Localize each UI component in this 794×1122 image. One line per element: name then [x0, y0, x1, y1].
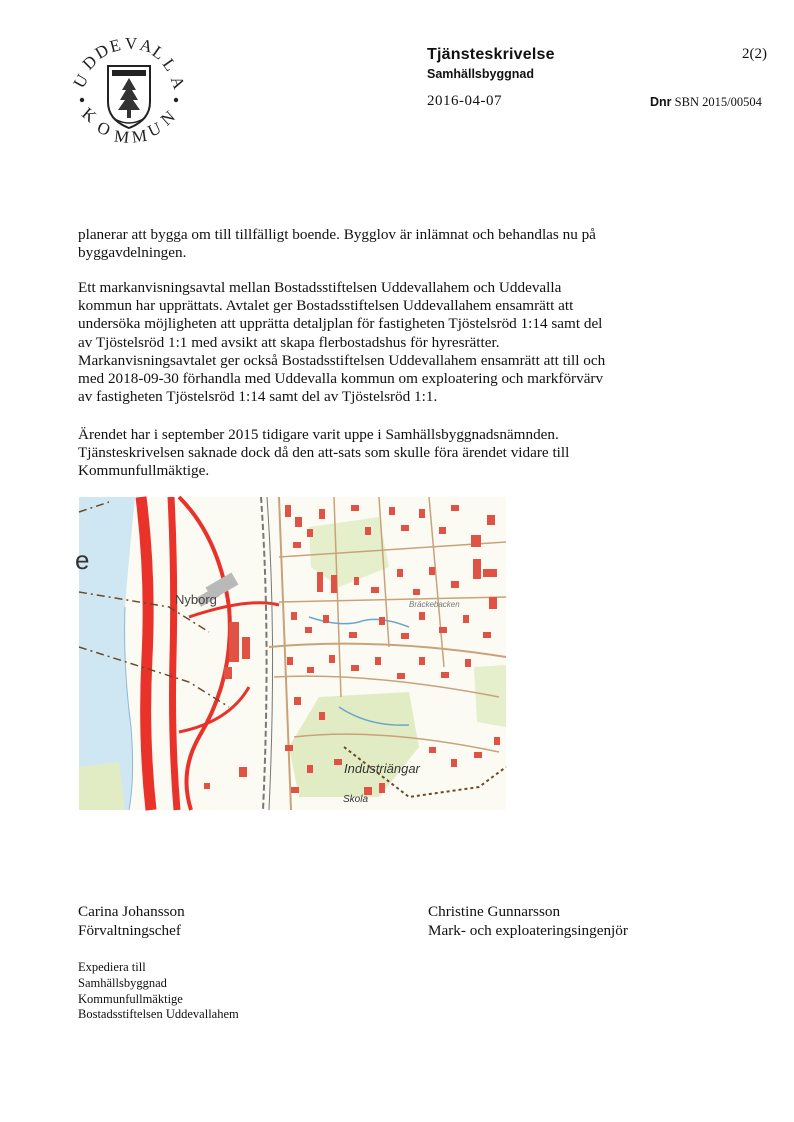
signature-right [428, 902, 628, 940]
paragraph-3-line: Tjänsteskrivelsen saknade dock då den att-sats som skulle föra ärendet vidare till [78, 444, 570, 462]
svg-text:K: K [78, 103, 100, 127]
map-label-fragment: e [75, 545, 90, 575]
paragraph-1-line: byggavdelningen. [78, 244, 187, 262]
paragraph-2-line: Ett markanvisningsavtal mellan Bostadsstiftelsen Uddevallahem och Uddevalla [78, 279, 562, 296]
svg-text:N: N [156, 106, 179, 130]
svg-text:D: D [78, 51, 101, 74]
paragraph-3-line: Ärendet har i september 2015 tidigare varit uppe i Samhällsbyggnadsnämnden. [78, 426, 559, 443]
paragraph-2-line: undersöka möjligheten att upprätta detaljplan för fastigheten Tjöstelsröd 1:14 samt del [78, 315, 603, 333]
distribution-heading: Expediera till [78, 960, 146, 974]
svg-text:O: O [94, 117, 113, 140]
paragraph-1-line: planerar att bygga om till tillfälligt boende. Bygglov är inlämnat och behandlas nu på [78, 226, 596, 243]
signatory-title: Förvaltningschef [78, 922, 181, 939]
signature-left [78, 902, 185, 940]
site-map [75, 497, 506, 810]
paragraph-2-line: Markanvisningsavtalet ger också Bostadsstiftelsen Uddevallahem ensamrätt att till och [78, 351, 606, 369]
dnr-label: Dnr [650, 95, 672, 109]
dnr-value: SBN 2015/00504 [674, 95, 762, 109]
svg-text:L: L [158, 55, 181, 75]
distribution-recipient: Kommunfullmäktige [78, 991, 183, 1006]
signatory-title: Mark- och exploateringsingenjör [428, 922, 628, 939]
svg-text:V: V [125, 34, 138, 53]
page-number: 2(2) [742, 46, 767, 62]
registration-number [650, 95, 762, 110]
svg-text:E: E [107, 35, 123, 57]
document-date: 2016-04-07 [427, 93, 502, 109]
map-label-industriangar: Industriängar [344, 761, 420, 776]
paragraph-2-line: kommun har upprättats. Avtalet ger Bostadsstiftelsen Uddevallahem ensamrätt att [78, 297, 574, 315]
paragraph-2 [78, 279, 678, 406]
svg-text:A: A [166, 73, 189, 92]
distribution-list [78, 960, 239, 1023]
paragraph-2-line: av fastigheten Tjöstelsröd 1:14 samt del av Tjöstelsröd 1:1. [78, 388, 438, 406]
municipality-seal-logo [69, 34, 189, 148]
svg-text:M: M [130, 125, 149, 147]
paragraph-3 [78, 426, 678, 481]
map-label-brackebacken: Bräckebacken [409, 600, 460, 609]
svg-text:U: U [144, 118, 165, 141]
paragraph-2-line: av Tjöstelsröd 1:1 med avsikt att skapa flerbostadshus för hyresrätter. [78, 333, 500, 351]
svg-text:L: L [148, 41, 169, 64]
map-label-skola: Skola [343, 794, 369, 805]
distribution-recipient: Bostadsstiftelsen Uddevallahem [78, 1007, 239, 1022]
department-name: Samhällsbyggnad [427, 67, 534, 81]
paragraph-2-line: med 2018-09-30 förhandla med Uddevalla kommun om exploatering och markförvärv [78, 370, 604, 388]
distribution-recipient: Samhällsbyggnad [78, 975, 167, 990]
paragraph-3-line: Kommunfullmäktige. [78, 462, 210, 480]
svg-text:D: D [91, 40, 112, 63]
svg-text:A: A [137, 35, 155, 57]
map-label-nyborg: Nyborg [175, 592, 217, 607]
signatory-name: Christine Gunnarsson [428, 903, 561, 920]
svg-text:U: U [69, 71, 93, 92]
paragraph-1 [78, 226, 678, 262]
document-type: Tjänsteskrivelse [427, 46, 555, 63]
svg-text:M: M [113, 126, 131, 147]
signatory-name: Carina Johansson [78, 903, 185, 920]
